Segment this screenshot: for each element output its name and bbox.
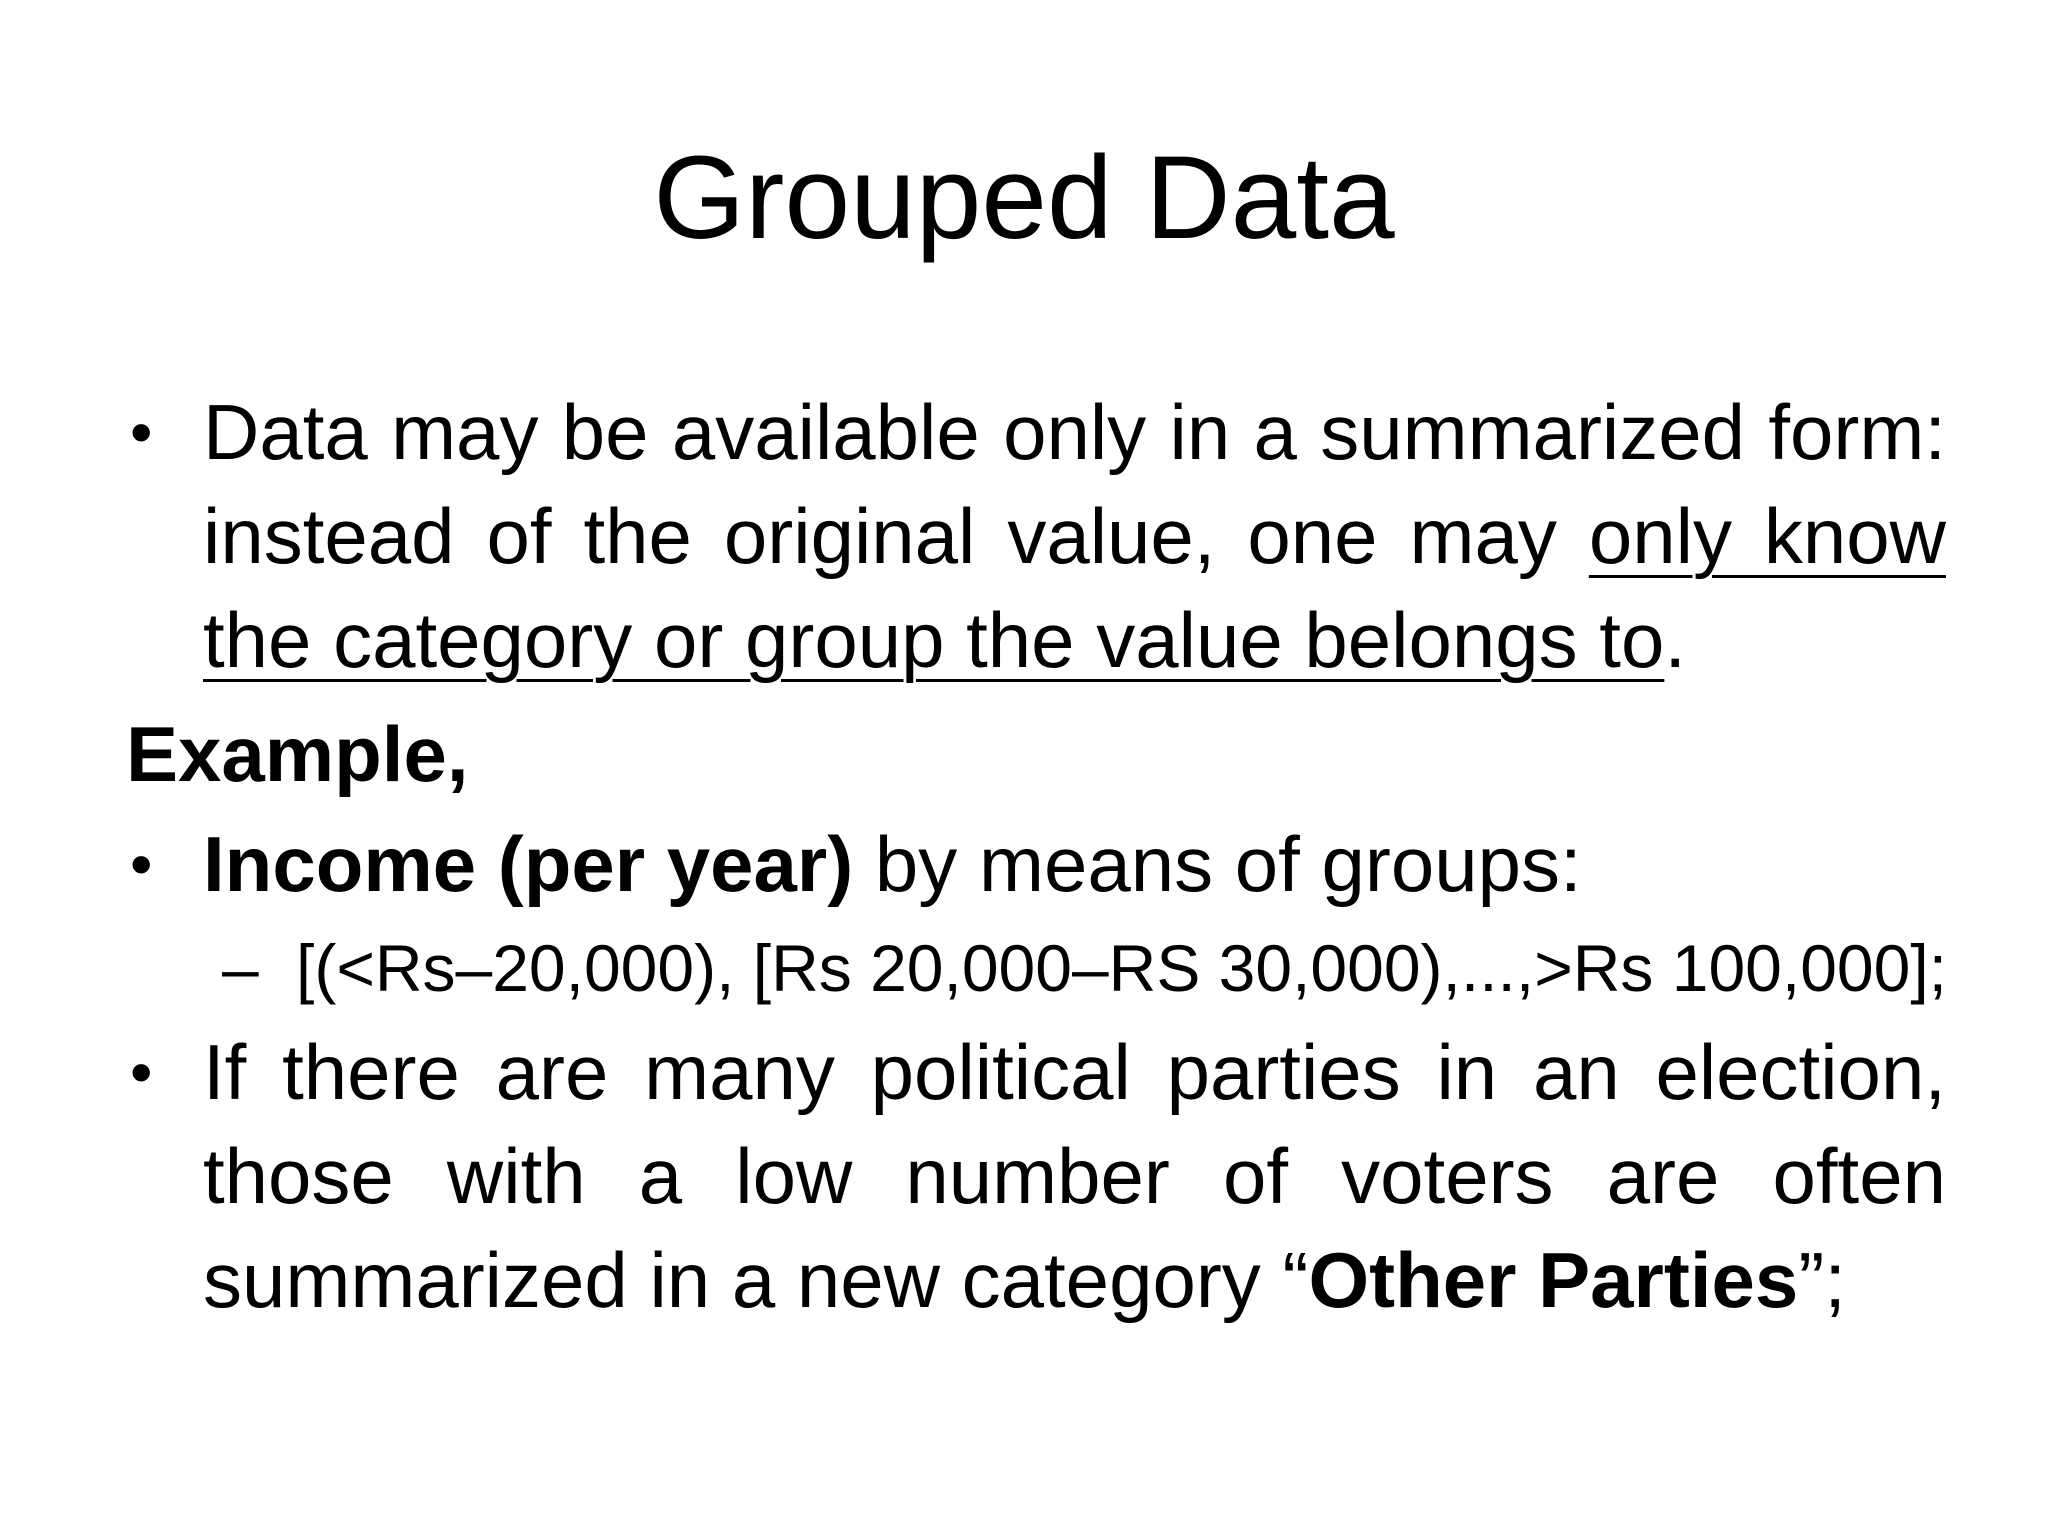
slide-body [126, 380, 1946, 1332]
bullet1-line3-tail: . [1664, 596, 1686, 684]
slide-title: Grouped Data [653, 132, 1395, 264]
bullet3-line3-bold: Other Parties [1308, 1236, 1799, 1324]
bullet-icon: • [130, 1036, 153, 1108]
bullet3-line3-tail: ”; [1798, 1236, 1846, 1324]
bullet1-line2-underlined: only know [1588, 492, 1946, 580]
bullet-icon: • [130, 828, 153, 900]
bullet3-line3 [203, 1228, 1946, 1332]
dash-icon: – [222, 931, 259, 1005]
bullet1-line2-plain: instead of the original value, one may [203, 492, 1557, 580]
bullet1-line3-underlined: the category or group the value belongs to [203, 596, 1665, 684]
example-heading: Example, [126, 710, 469, 798]
bullet1-line2 [203, 484, 1946, 588]
bullet-item-political-parties [126, 1020, 1946, 1332]
bullet-item-income [126, 812, 1946, 916]
bullet-item-summarized-data [126, 380, 1946, 692]
bullet3-line2: those with a low number of voters are often [203, 1132, 1946, 1220]
bullet2-bold: Income (per year) [203, 820, 854, 908]
sub-item-text: [(<Rs–20,000), [Rs 20,000–RS 30,000),...,>Rs 100,000]; [296, 931, 1947, 1005]
sub-item-income-groups [126, 916, 1946, 1020]
bullet2-rest: by means of groups: [853, 820, 1582, 908]
bullet2-line [203, 812, 1946, 916]
bullet3-line3-plain: summarized in a new category “ [203, 1236, 1309, 1324]
bullet1-line3 [203, 588, 1946, 692]
bullet3-line1: If there are many political parties in an election, [203, 1028, 1946, 1116]
bullet1-line1: Data may be available only in a summarized form: [203, 388, 1946, 476]
bullet-icon: • [130, 396, 153, 468]
